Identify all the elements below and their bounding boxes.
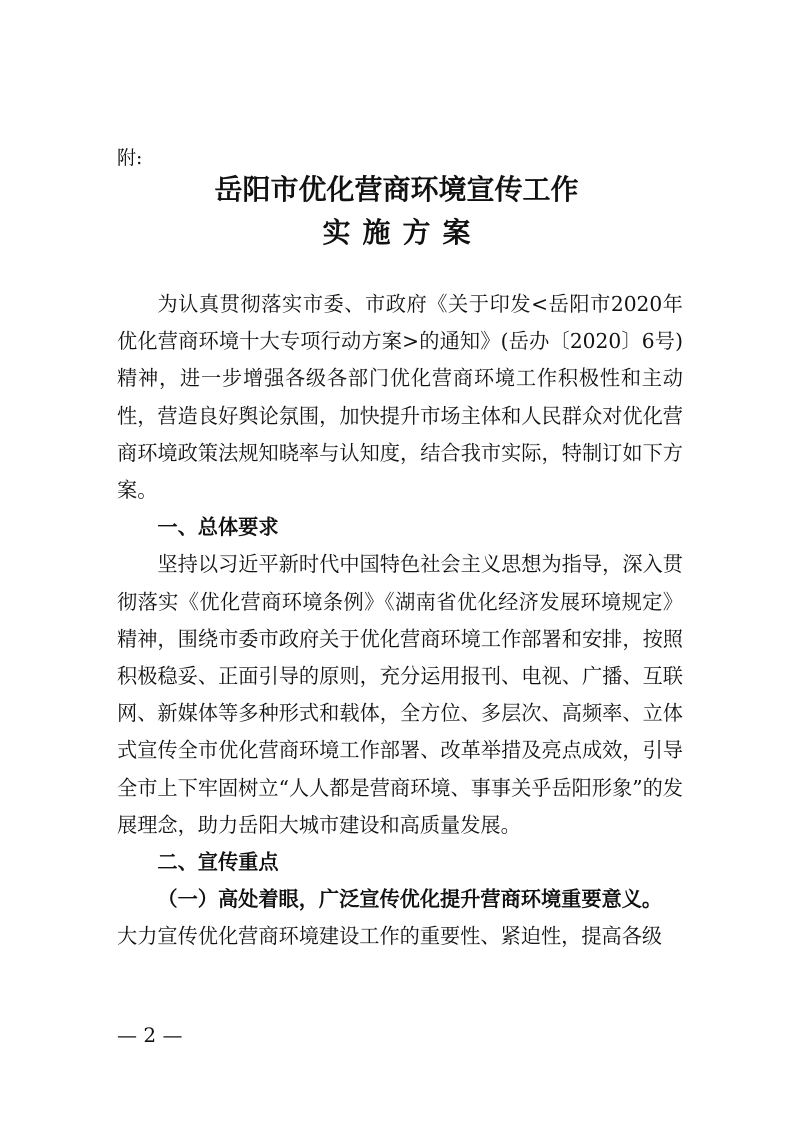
document-body [117,286,683,956]
section2-heading: 二、宣传重点 [157,850,279,875]
section2-paragraph-1: 大力宣传优化营商环境建设工作的重要性、紧迫性，提高各级 [117,924,663,949]
section1-heading: 一、总体要求 [157,515,279,540]
document-title-line2: 实施方案 [322,216,483,249]
section1-paragraph: 坚持以习近平新时代中国特色社会主义思想为指导，深入贯彻落实《优化营商环境条例》《湖南省优化经济发展环境规定》精神，围绕市委市政府关于优化营商环境工作部署和安排，按照积极稳妥、正面引导的原则，充分运用报刊、电视、广播、互联网、新媒体等多种形式和载体，全方位、多层次、高频率、立体式宣传全市优化营商环境工作部署、改革举措及亮点成效，引导全市上下牢固树立“人人都是营商环境、事事关乎岳阳形象”的发展理念，助力岳阳大城市建设和高质量发展。 [117,552,683,837]
page-number: — 2 — [117,1023,183,1047]
attachment-label: 附: [117,147,143,169]
document-title-line1: 岳阳市优化营商环境宣传工作 [214,173,579,206]
section2-subheading-1: （一）高处着眼，广泛宣传优化提升营商环境重要意义。 [157,887,663,912]
intro-paragraph: 为认真贯彻落实市委、市政府《关于印发<岳阳市2020年优化营商环境十大专项行动方案>的通知》(岳办〔2020〕6号)精神，进一步增强各级各部门优化营商环境工作积极性和主动性，营造良好舆论氛围，加快提升市场主体和人民群众对优化营商环境政策法规知晓率与认知度，结合我市实际，特制订如下方案。 [117,292,683,503]
